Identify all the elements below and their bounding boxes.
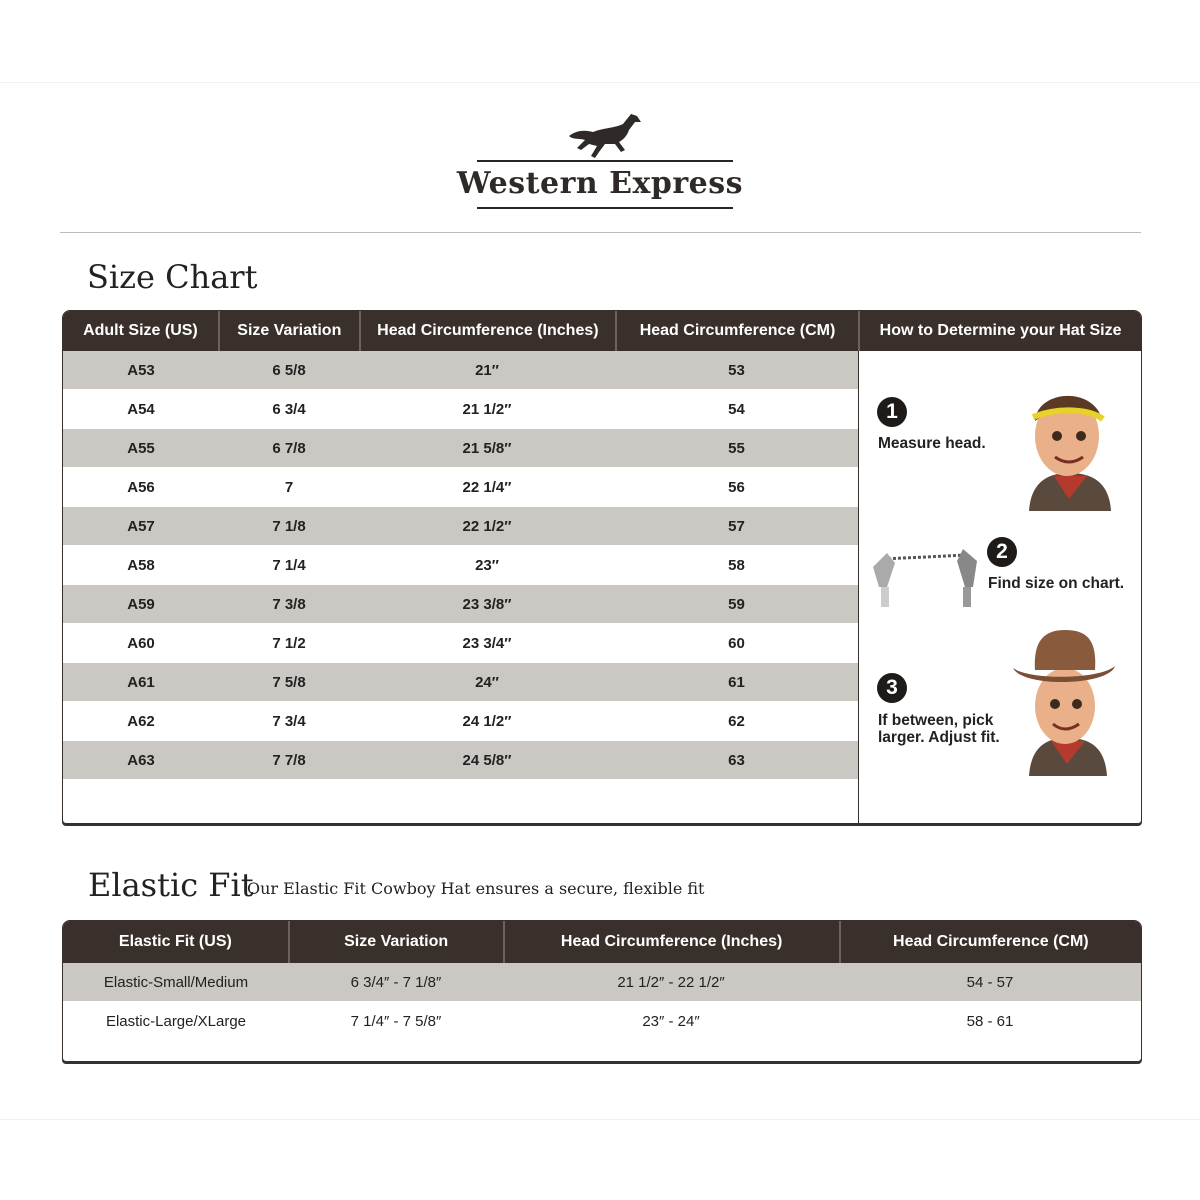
table-cell: 57 xyxy=(728,517,745,535)
column-header: Adult Size (US) xyxy=(63,311,220,351)
column-header: Head Circumference (CM) xyxy=(893,933,1089,950)
table-cell: 21 1/2″ xyxy=(462,400,512,418)
step-text: If between, pick larger. Adjust fit. xyxy=(878,712,1000,746)
table-row xyxy=(63,467,858,506)
table-cell: A58 xyxy=(127,556,155,574)
table-cell: 6 3/4 xyxy=(272,400,306,418)
horse-icon xyxy=(565,110,645,160)
elastic-fit-title: Elastic Fit xyxy=(88,866,254,904)
table-row xyxy=(63,545,858,584)
step-number: 2 xyxy=(987,537,1017,567)
tape-measure-hands-illustration xyxy=(869,547,981,613)
column-header: Head Circumference (Inches) xyxy=(361,311,617,351)
table-cell: Elastic-Large/XLarge xyxy=(105,1012,247,1030)
table-cell: A63 xyxy=(127,751,155,769)
table-cell: A56 xyxy=(127,478,155,496)
table-cell: 23 3/8″ xyxy=(462,595,512,613)
table-cell: 7 5/8 xyxy=(272,673,306,691)
elastic-fit-table xyxy=(62,920,1142,1062)
step-text: Find size on chart. xyxy=(988,575,1125,592)
table-row xyxy=(63,701,858,740)
table-cell: 24″ xyxy=(475,673,499,691)
table-row xyxy=(63,506,858,545)
table-cell: A62 xyxy=(127,712,155,730)
table-cell: 6 5/8 xyxy=(272,361,306,379)
table-cell: 23″ xyxy=(475,556,499,574)
table-cell: 7 7/8 xyxy=(272,751,306,769)
how-to-panel xyxy=(858,351,1142,823)
table-cell: 23″ - 24″ xyxy=(642,1012,700,1030)
table-row xyxy=(63,584,858,623)
step-text: Measure head. xyxy=(878,435,986,452)
table-cell: A53 xyxy=(127,361,155,379)
table-cell: 59 xyxy=(728,595,745,613)
table-cell: A60 xyxy=(127,634,155,652)
cowboy-hat-illustration xyxy=(1009,626,1119,776)
table-cell: 7 3/4 xyxy=(272,712,306,730)
column-header: Head Circumference (CM) xyxy=(617,311,860,351)
table-body xyxy=(63,963,1141,1040)
table-cell: 56 xyxy=(728,478,745,496)
table-cell: 62 xyxy=(728,712,745,730)
size-chart-title: Size Chart xyxy=(87,258,258,296)
table-row xyxy=(63,623,858,662)
divider xyxy=(60,232,1141,233)
table-cell: 21 1/2″ - 22 1/2″ xyxy=(617,973,725,991)
size-chart-table xyxy=(62,310,1142,824)
table-cell: A54 xyxy=(127,400,155,418)
elastic-fit-subtitle: Our Elastic Fit Cowboy Hat ensures a secure, flexible fit xyxy=(247,879,705,898)
column-header: Head Circumference (Inches) xyxy=(505,921,841,963)
table-cell: 21″ xyxy=(475,361,499,379)
table-cell: 61 xyxy=(728,673,745,691)
column-header: Size Variation xyxy=(290,921,505,963)
step-number: 1 xyxy=(877,397,907,427)
table-cell: A61 xyxy=(127,673,155,691)
table-header xyxy=(63,921,1141,963)
table-cell: 7 xyxy=(284,478,294,496)
table-cell: 7 3/8 xyxy=(272,595,306,613)
table-cell: 63 xyxy=(728,751,745,769)
table-row xyxy=(63,963,1141,1001)
table-cell: 55 xyxy=(728,439,745,457)
table-row xyxy=(63,351,858,389)
table-cell: 24 1/2″ xyxy=(462,712,512,730)
table-cell: 21 5/8″ xyxy=(462,439,512,457)
table-cell: 54 - 57 xyxy=(966,973,1014,991)
table-cell: 6 3/4″ - 7 1/8″ xyxy=(350,973,442,991)
table-cell: 22 1/2″ xyxy=(462,517,512,535)
table-cell: 7 1/8 xyxy=(272,517,306,535)
table-cell: 58 xyxy=(728,556,745,574)
table-row xyxy=(63,662,858,701)
step-number: 3 xyxy=(877,673,907,703)
table-cell: 54 xyxy=(728,400,745,418)
table-cell: A55 xyxy=(127,439,155,457)
column-header: Elastic Fit (US) xyxy=(63,921,290,963)
table-row xyxy=(63,428,858,467)
table-cell: Elastic-Small/Medium xyxy=(103,973,249,991)
table-cell: A59 xyxy=(127,595,155,613)
table-cell: 6 7/8 xyxy=(272,439,306,457)
table-row xyxy=(63,740,858,779)
table-row xyxy=(63,1001,1141,1040)
table-cell: A57 xyxy=(127,517,155,535)
table-cell: 60 xyxy=(728,634,745,652)
table-cell: 22 1/4″ xyxy=(462,478,512,496)
table-cell: 7 1/4″ - 7 5/8″ xyxy=(350,1012,442,1030)
table-cell: 23 3/4″ xyxy=(462,634,512,652)
table-row xyxy=(63,389,858,428)
table-cell: 53 xyxy=(728,361,745,379)
table-cell: 58 - 61 xyxy=(966,1012,1014,1030)
table-header xyxy=(63,311,1141,351)
measuring-head-illustration xyxy=(1019,381,1119,511)
brand-logo: Western Express xyxy=(455,108,745,213)
table-cell: 7 1/4 xyxy=(272,556,306,574)
table-cell: 24 5/8″ xyxy=(462,751,512,769)
column-header: How to Determine your Hat Size xyxy=(879,322,1122,339)
column-header: Size Variation xyxy=(220,311,361,351)
table-cell: 7 1/2 xyxy=(272,634,306,652)
